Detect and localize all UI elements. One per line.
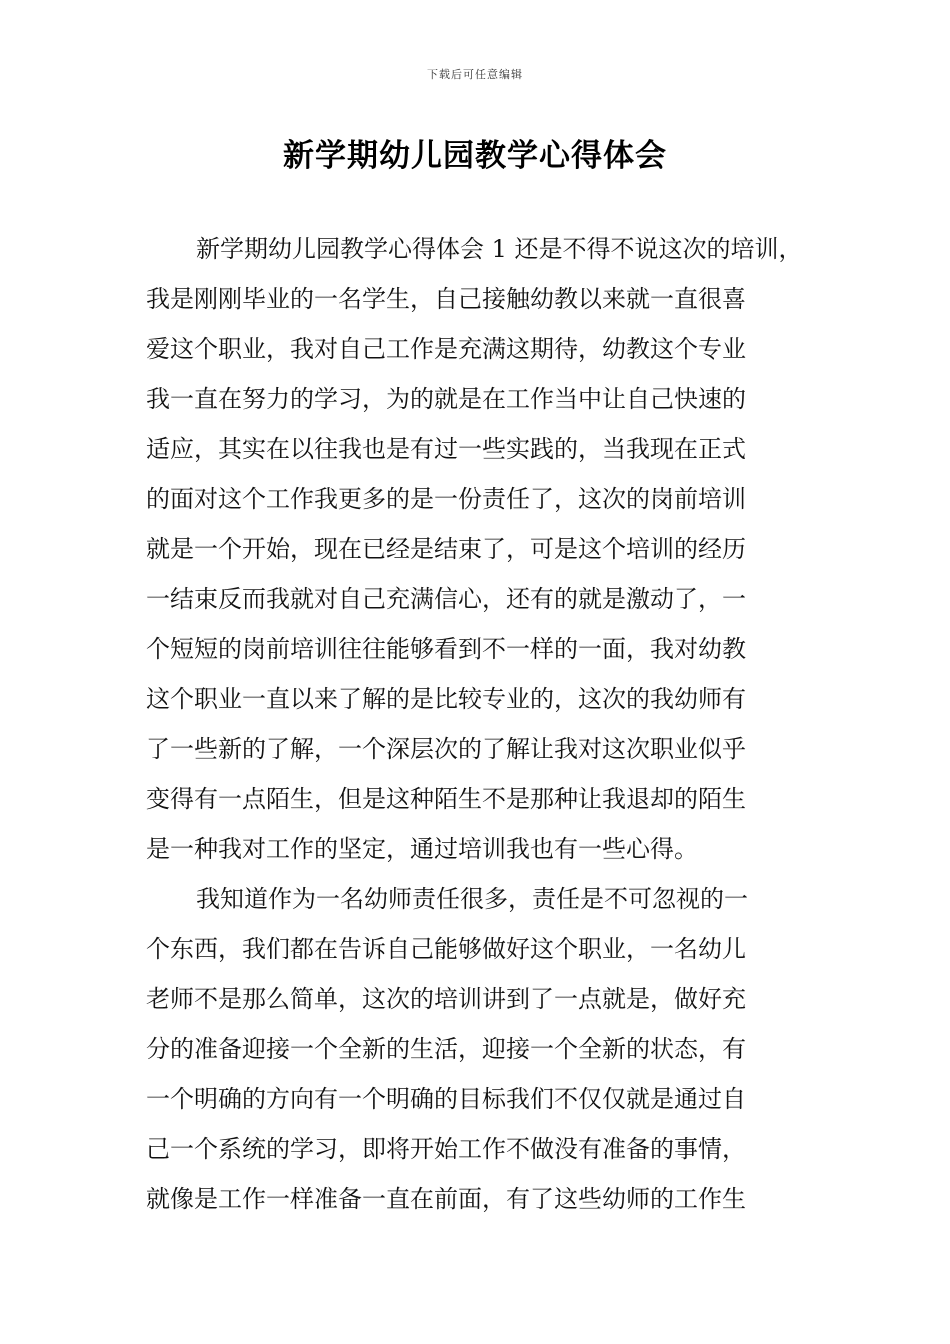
paragraph-line: 就像是工作一样准备一直在前面，有了这些幼师的工作生: [146, 1185, 746, 1213]
paragraph-line: 我是刚刚毕业的一名学生，自己接触幼教以来就一直很喜: [146, 285, 746, 313]
paragraph-line: 分的准备迎接一个全新的生活，迎接一个全新的状态，有: [146, 1035, 746, 1063]
paragraph-line: 就是一个开始，现在已经是结束了，可是这个培训的经历: [146, 535, 746, 563]
paragraph-line: 的面对这个工作我更多的是一份责任了，这次的岗前培训: [146, 485, 746, 513]
paragraph-line: 个短短的岗前培训往往能够看到不一样的一面，我对幼教: [146, 635, 746, 663]
paragraph-line: 了一些新的了解，一个深层次的了解让我对这次职业似乎: [146, 735, 746, 763]
paragraph-line: 个东西，我们都在告诉自己能够做好这个职业，一名幼儿: [146, 935, 746, 963]
paragraph-line: 爱这个职业，我对自己工作是充满这期待，幼教这个专业: [146, 335, 746, 363]
paragraph-line: 这个职业一直以来了解的是比较专业的，这次的我幼师有: [146, 685, 746, 713]
paragraph-line: 己一个系统的学习，即将开始工作不做没有准备的事情，: [146, 1135, 746, 1163]
paragraph-line: 一结束反而我就对自己充满信心，还有的就是激动了，一: [146, 585, 746, 613]
document-body: [146, 224, 806, 1224]
header-note: 下载后可任意编辑: [427, 68, 523, 81]
paragraph-line: 适应，其实在以往我也是有过一些实践的，当我现在正式: [146, 435, 746, 463]
paragraph-line: 变得有一点陌生，但是这种陌生不是那种让我退却的陌生: [146, 785, 746, 813]
paragraph-line: 是一种我对工作的坚定，通过培训我也有一些心得。: [146, 835, 698, 863]
paragraph-line: 新学期幼儿园教学心得体会 1 还是不得不说这次的培训，: [196, 235, 803, 263]
document-title: 新学期幼儿园教学心得体会: [283, 138, 667, 174]
paragraph-line: 我一直在努力的学习，为的就是在工作当中让自己快速的: [146, 385, 746, 413]
paragraph-line: 我知道作为一名幼师责任很多，责任是不可忽视的一: [196, 885, 748, 913]
paragraph-line: 老师不是那么简单，这次的培训讲到了一点就是，做好充: [146, 985, 746, 1013]
paragraph-line: 一个明确的方向有一个明确的目标我们不仅仅就是通过自: [146, 1085, 746, 1113]
